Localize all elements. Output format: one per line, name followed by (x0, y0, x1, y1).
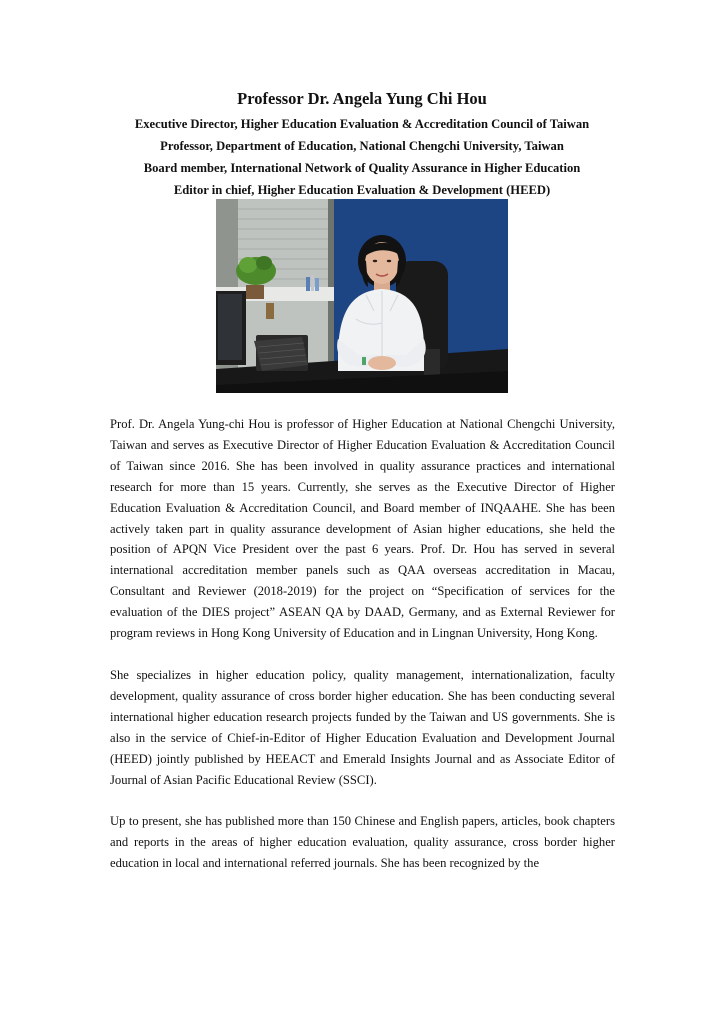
title-line-4: Editor in chief, Higher Education Evaluation & Development (HEED) (173, 183, 551, 197)
title-line-1: Executive Director, Higher Education Evaluation & Accreditation Council of Taiwan (134, 117, 590, 131)
paragraph-3: Up to present, she has published more than 150 Chinese and English papers, articles, book chapters and reports in the areas of higher education evaluation, quality assurance, cross border higher education in local and international referred journals. She has been recognized by the (110, 814, 615, 871)
title-line-3: Board member, International Network of Quality Assurance in Higher Education (143, 161, 581, 175)
biography-text (110, 414, 615, 895)
title-line-2: Professor, Department of Education, National Chengchi University, Taiwan (160, 139, 564, 153)
portrait-illustration (216, 199, 508, 393)
person-name: Professor Dr. Angela Yung Chi Hou (237, 89, 487, 108)
paragraph-2: She specializes in higher education policy, quality management, internationalization, faculty development, quality assurance of cross border higher education. She has been conducting several international higher education research projects funded by the Taiwan and US governments. She is also in the service of Chief-in-Editor of Higher Education Evaluation and Development Journal (HEED) jointly published by HEEACT and Emerald Insights Journal and as Associate Editor of Journal of Asian Pacific Educational Review (SSCI). (110, 667, 615, 787)
portrait-photo (216, 199, 508, 393)
document-header (0, 88, 724, 201)
paragraph-1: Prof. Dr. Angela Yung-chi Hou is professor of Higher Education at National Chengchi University, Taiwan and serves as Executive Director of Higher Education Evaluation & Accreditation Council of Taiwan since 2016. She has been involved in quality assurance practices and international research for more than 15 years. Currently, she serves as the Executive Director of Higher Education Evaluation & Accreditation Council, and Board member of INQAAHE. She has been actively taken part in quality assurance development of Asian higher educations, she held the position of APQN Vice President over the past 6 years. Prof. Dr. Hou has served in several international accreditation member panels such as QAA overseas accreditation in Macau, Consultant and Reviewer (2018-2019) for the project on “Specification of services for the evaluation of the DIES project” ASEAN QA by DAAD, Germany, and as External Reviewer for program reviews in Hong Kong University of Education and in Lingnan University, Hong Kong. (110, 417, 615, 641)
